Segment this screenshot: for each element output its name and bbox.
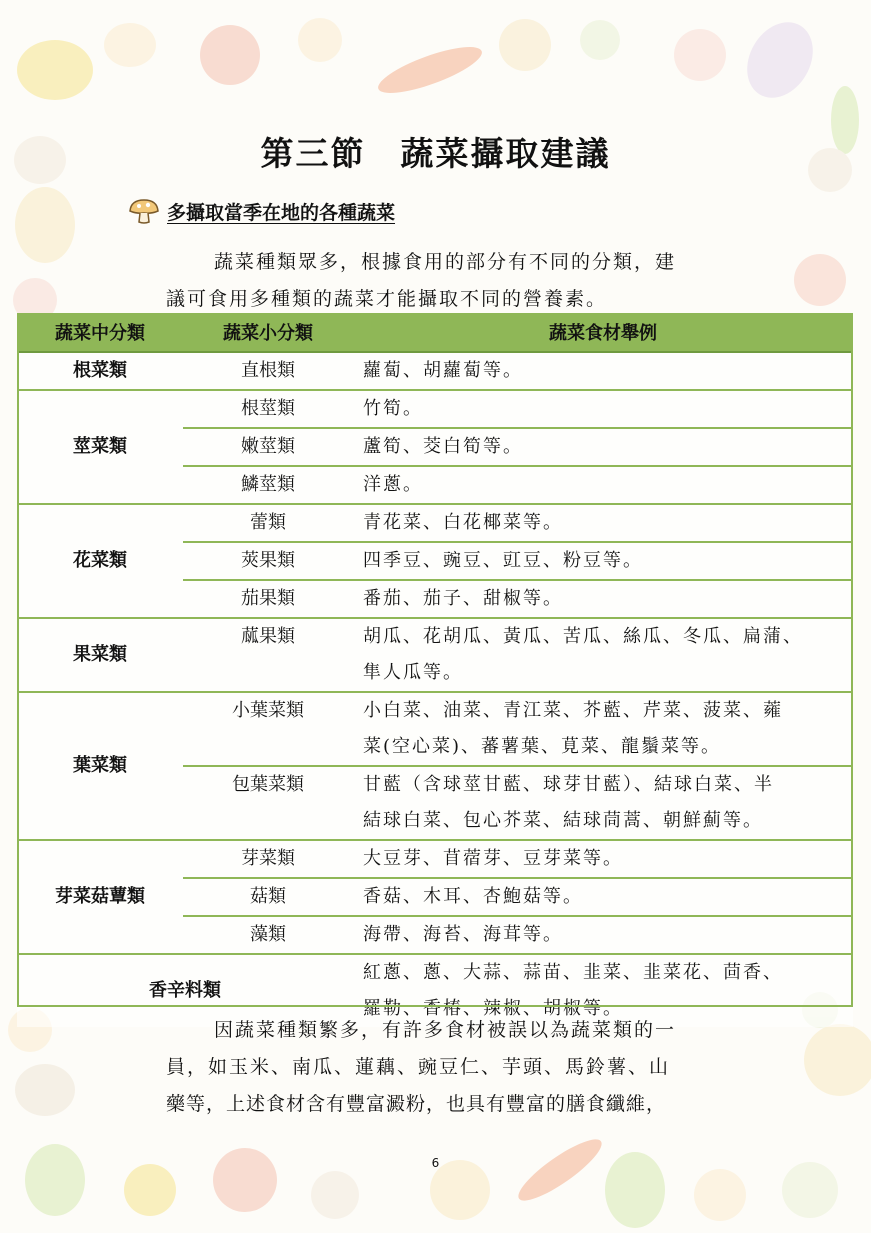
table-row <box>17 618 853 692</box>
table-header-row <box>17 313 853 352</box>
outro-line: 因蔬菜種類繁多，有許多食材被誤以為蔬菜類的一 <box>214 1019 677 1041</box>
subcategory-cell: 包葉菜類 <box>183 766 353 840</box>
example-cell: 蘿蔔、胡蘿蔔等。 <box>363 360 523 381</box>
example-line: 結球白菜、包心芥菜、結球茼蒿、朝鮮薊等。 <box>363 810 763 831</box>
example-cell: 香菇、木耳、杏鮑菇等。 <box>353 878 853 916</box>
page-title: 第三節 蔬菜攝取建議 <box>260 134 611 173</box>
example-cell <box>353 618 853 692</box>
subheading-text: 多攝取當季在地的各種蔬菜 <box>167 201 396 224</box>
example-cell: 青花菜、白花椰菜等。 <box>353 504 853 542</box>
example-cell: 大豆芽、苜蓿芽、豆芽菜等。 <box>353 840 853 878</box>
category-cell: 花菜類 <box>17 504 183 618</box>
example-cell: 海帶、海苔、海茸等。 <box>353 916 853 954</box>
example-line: 胡瓜、花胡瓜、黃瓜、苦瓜、絲瓜、冬瓜、扁蒲、 <box>363 626 803 647</box>
subcategory-cell: 鱗莖類 <box>183 466 353 504</box>
example-line: 菜(空心菜)、蕃薯葉、莧菜、龍鬚菜等。 <box>363 736 722 757</box>
subcategory-cell: 嫩莖類 <box>183 428 353 466</box>
column-header: 蔬菜中分類 <box>17 313 183 352</box>
subcategory-cell: 蓏果類 <box>183 618 353 692</box>
subcategory-cell: 芽菜類 <box>183 840 353 878</box>
subcategory-cell: 藻類 <box>183 916 353 954</box>
category-cell: 芽菜菇蕈類 <box>17 840 183 954</box>
mushroom-icon <box>127 197 161 225</box>
example-cell: 洋蔥。 <box>353 466 853 504</box>
category-cell: 香辛料類 <box>17 954 353 1027</box>
intro-line: 蔬菜種類眾多，根據食用的部分有不同的分類，建 <box>214 251 677 273</box>
example-cell <box>353 766 853 840</box>
section-subheading <box>127 197 395 225</box>
table-row <box>17 352 853 390</box>
example-cell <box>353 692 853 766</box>
example-line: 小白菜、油菜、青江菜、芥藍、芹菜、菠菜、蕹 <box>363 700 783 721</box>
outro-line: 藥等，上述食材含有豐富澱粉，也具有豐富的膳食纖維， <box>166 1093 667 1115</box>
outro-line: 員，如玉米、南瓜、蓮藕、豌豆仁、芋頭、馬鈴薯、山 <box>166 1056 671 1078</box>
example-cell: 蘆筍、茭白筍等。 <box>353 428 853 466</box>
example-cell: 四季豆、豌豆、豇豆、粉豆等。 <box>353 542 853 580</box>
subcategory-cell: 蕾類 <box>183 504 353 542</box>
outro-paragraph <box>166 1012 746 1123</box>
intro-line: 議可食用多種類的蔬菜才能攝取不同的營養素。 <box>166 288 608 310</box>
subcategory-cell: 菇類 <box>183 878 353 916</box>
page-number: 6 <box>431 1156 440 1170</box>
example-cell: 番茄、茄子、甜椒等。 <box>353 580 853 618</box>
table-row <box>17 692 853 766</box>
example-line: 隼人瓜等。 <box>363 662 463 683</box>
category-cell: 葉菜類 <box>17 692 183 840</box>
subcategory-cell: 根莖類 <box>183 390 353 428</box>
example-line: 甘藍（含球莖甘藍、球芽甘藍）、結球白菜、半 <box>363 774 774 795</box>
vegetable-classification-table <box>17 313 853 1027</box>
intro-paragraph <box>166 244 736 318</box>
example-line: 羅勒、香椿、辣椒、胡椒等。 <box>363 998 623 1019</box>
example-line: 紅蔥、蔥、大蒜、蒜苗、韭菜、韭菜花、茴香、 <box>363 962 783 983</box>
column-header: 蔬菜小分類 <box>183 313 353 352</box>
table-row <box>17 840 853 878</box>
table-row <box>17 504 853 542</box>
category-cell: 莖菜類 <box>17 390 183 504</box>
category-cell: 果菜類 <box>17 618 183 692</box>
example-cell: 竹筍。 <box>353 390 853 428</box>
column-header: 蔬菜食材舉例 <box>353 313 853 352</box>
subcategory-cell: 直根類 <box>241 360 295 381</box>
subcategory-cell: 茄果類 <box>183 580 353 618</box>
table-row <box>17 390 853 428</box>
subcategory-cell: 小葉菜類 <box>183 692 353 766</box>
category-cell: 根菜類 <box>73 360 127 381</box>
subcategory-cell: 莢果類 <box>183 542 353 580</box>
